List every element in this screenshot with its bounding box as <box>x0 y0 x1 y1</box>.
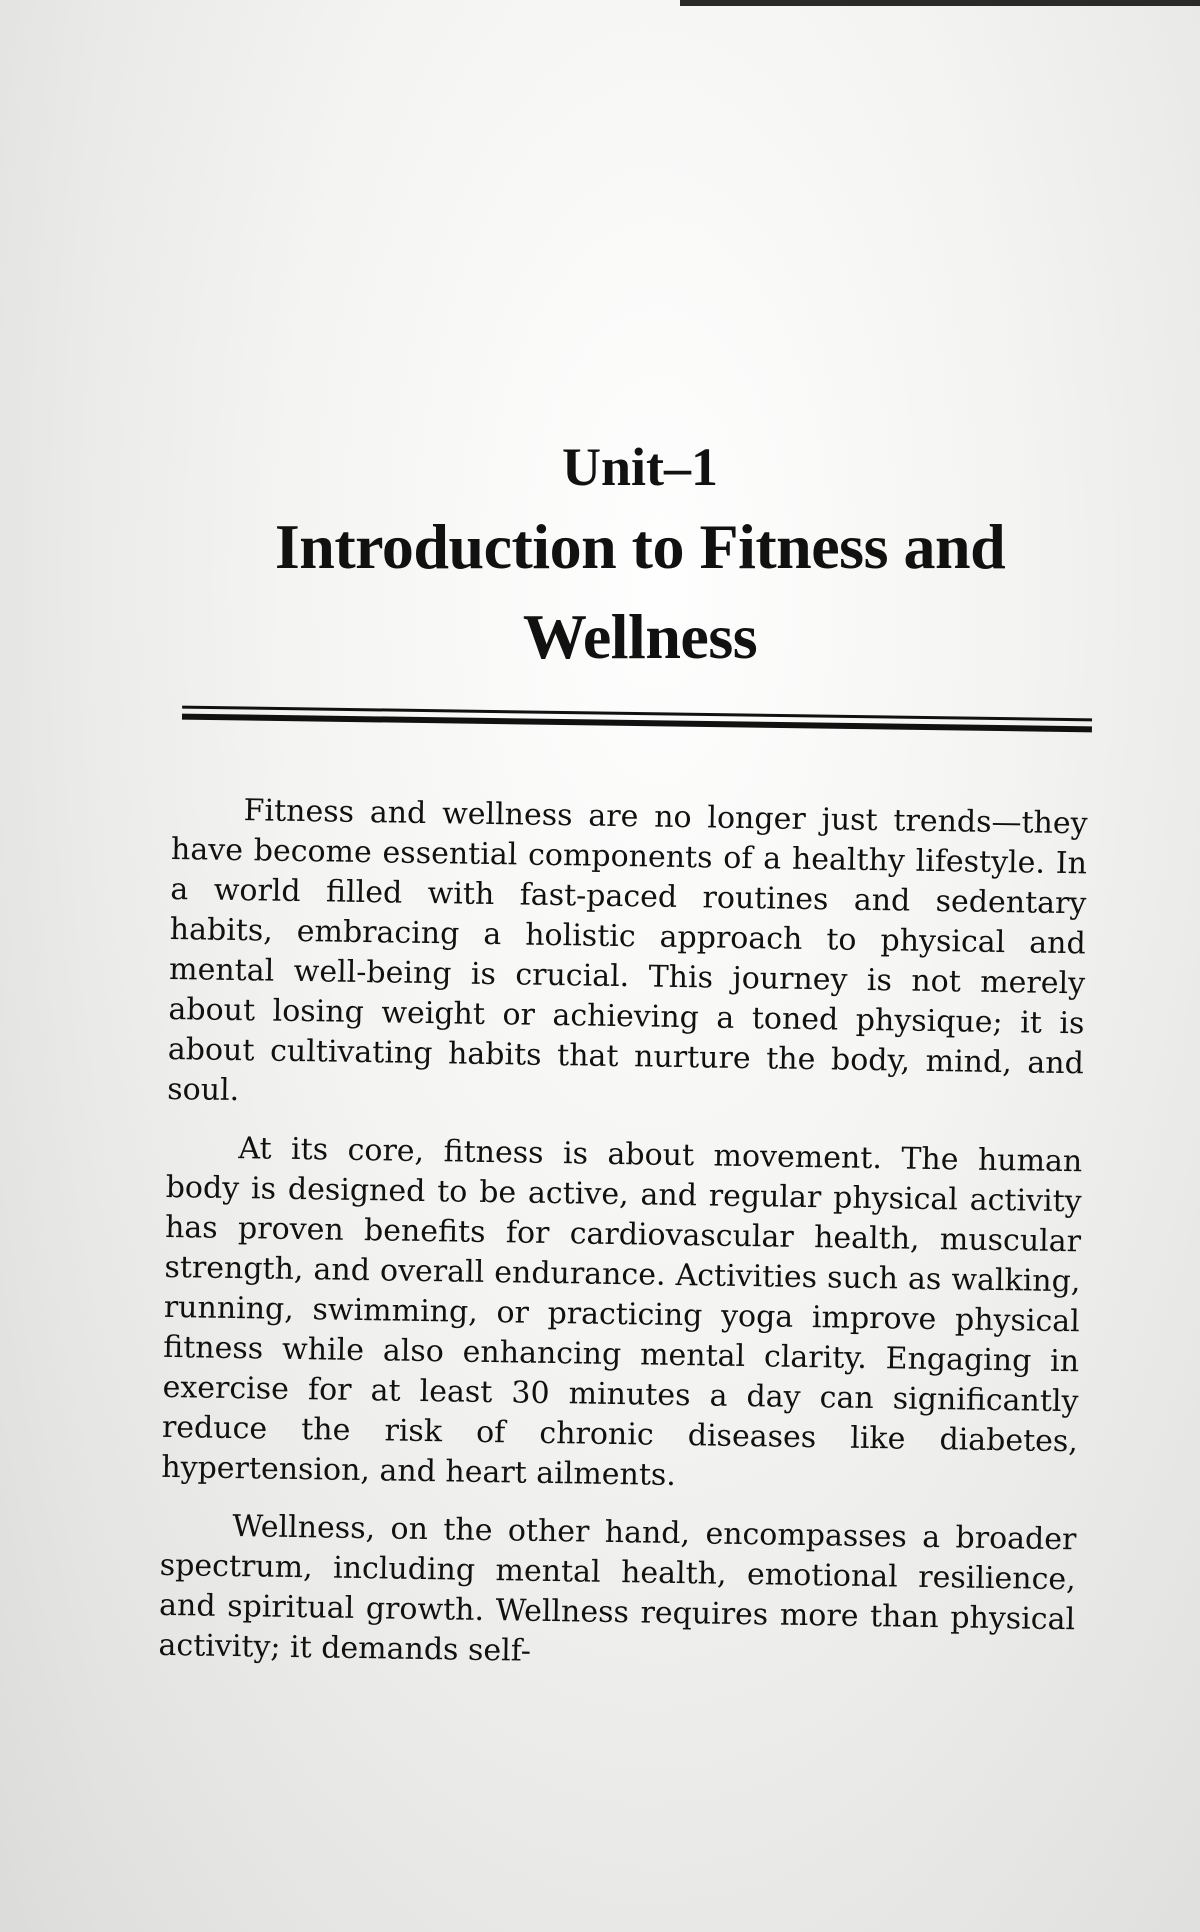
body-text <box>158 790 1088 1698</box>
paragraph-3: Wellness, on the other hand, encompasses a broader spectrum, including mental health, emotional resilience, and spiritual growth. Wellness requires more than physical activity; it demands self- <box>158 1509 1077 1669</box>
paragraph-2: At its core, fitness is about movement. The human body is designed to be active, and regular physical activity has proven benefits for cardiovascular health, muscular strength, and overall endurance. Activities such as walking, running, swimming, or practicing yoga improve physical fitness while also enhancing mental clarity. Engaging in exercise for at least 30 minutes a day can significantly reduce the risk of chronic diseases like diabetes, hypertension, and heart ailments. <box>161 1131 1083 1493</box>
unit-label: Unit–1 <box>561 437 718 497</box>
title-divider <box>182 706 1092 735</box>
chapter-header <box>200 432 1080 682</box>
page-top-edge <box>680 0 1200 6</box>
paragraph-1: Fitness and wellness are no longer just trends—they have become essential components of a healthy lifestyle. In a world filled with fast-paced routines and sedentary habits, embracing a holistic approach to physical and mental well-being is crucial. This journey is not merely about losing weight or achieving a toned physique; it is about cultivating habits that nurture the body, mind, and soul. <box>167 793 1088 1109</box>
chapter-title: Introduction to Fitness and Wellness <box>274 511 1006 672</box>
